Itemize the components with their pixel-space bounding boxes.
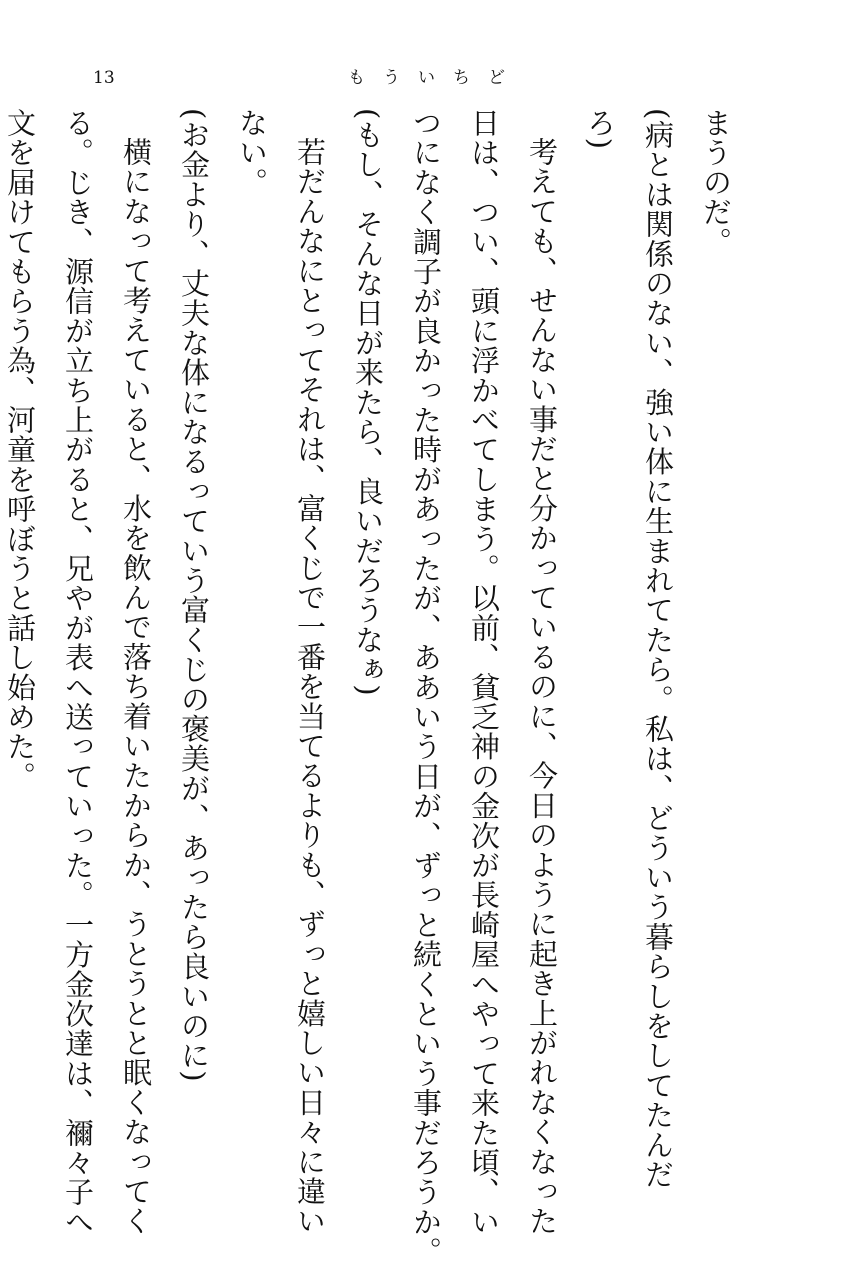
text-line: 考えても、せんない事だと分かっているのに、今日のように起き上がれなくなった [525, 137, 559, 1236]
page-number: 13 [93, 68, 115, 88]
vertical-text-body [3, 108, 745, 1266]
text-line: 日は、つい、頭に浮かべてしまう。以前、貧乏神の金次が長崎屋へやって来た頃、い [467, 108, 501, 1237]
text-line: 若だんなにとってそれは、富くじで一番を当てるよりも、ずっと嬉しい日々に違い [293, 137, 327, 1236]
text-line: まうのだ。 [699, 108, 733, 257]
text-line: (病とは関係のない、強い体に生まれてたら。私は、どういう暮らしをしてたんだ [641, 108, 675, 1190]
text-line: ない。 [235, 108, 269, 198]
text-line: つになく調子が良かった時があったが、ああいう日が、ずっと続くという事だろうか。 [409, 108, 443, 1266]
text-line: ろ) [583, 108, 617, 150]
text-line: (もし、そんな日が来たら、良いだろうなぁ) [351, 108, 385, 697]
text-line: 横になって考えていると、水を飲んで落ち着いたからか、うとうとと眠くなってく [119, 137, 153, 1236]
running-title: もういちど [348, 68, 523, 88]
text-line: 文を届けてもらう為、河童を呼ぼうと話し始めた。 [3, 108, 37, 792]
text-line: る。じき、源信が立ち上がると、兄やが表へ送っていった。一方金次達は、禰々子へ [61, 108, 95, 1237]
text-line: (お金より、丈夫な体になるっていう富くじの褒美が、あったら良いのに) [177, 108, 211, 1083]
